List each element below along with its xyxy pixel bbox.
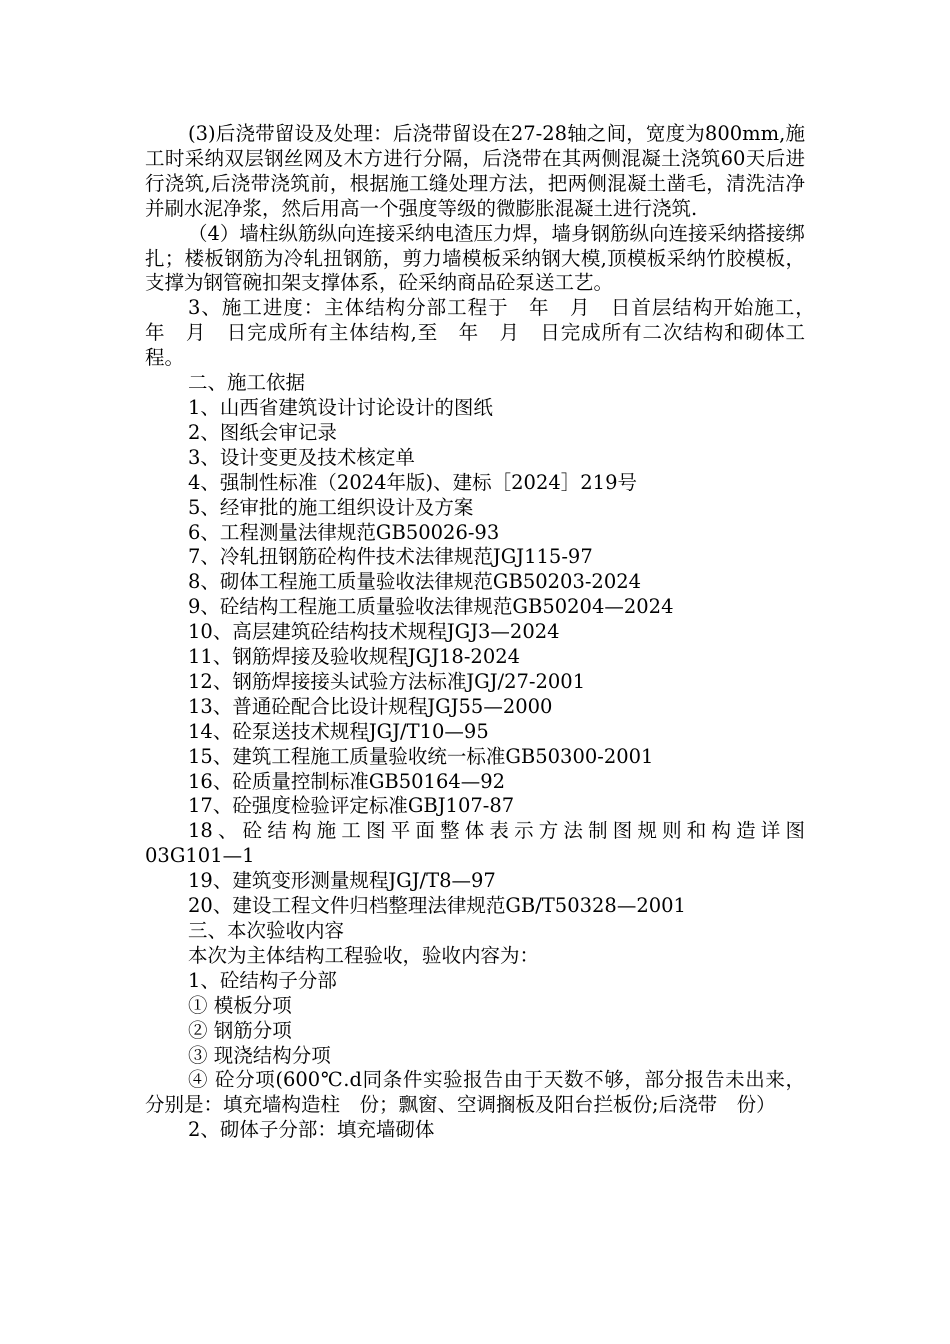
- basis-list: [145, 396, 805, 919]
- list-item-18-line2: 03G101—1: [145, 844, 255, 868]
- list-item: 17、砼强度检验评定标准GBJ107-87: [188, 794, 515, 818]
- list-item: 20、建设工程文件归档整理法律规范GB/T50328—2001: [188, 894, 686, 918]
- list-item: 15、建筑工程施工质量验收统一标准GB50300-2001: [188, 744, 654, 768]
- list-item: 19、建筑变形测量规程JGJ/T8—97: [188, 869, 496, 893]
- list-item: 12、钢筋焊接接头试验方法标准JGJ/27-2001: [188, 669, 586, 693]
- list-item: 7、冷轧扭钢筋砼构件技术法律规范JGJ115-97: [188, 545, 593, 569]
- sub-item-cast-in-place: ③ 现浇结构分项: [188, 1043, 331, 1067]
- section-heading-acceptance: 三、本次验收内容: [188, 919, 345, 942]
- subdivision-concrete: 1、砼结构子分部: [188, 968, 337, 992]
- list-item: 16、砼质量控制标准GB50164—92: [188, 769, 506, 793]
- list-item: 3、设计变更及技术核定单: [188, 445, 415, 469]
- paragraph-schedule: 3、施工进度：主体结构分部工程于 年 月 日首层结构开始施工， 年 月 日完成所有主体结构,至 年 月 日完成所有二次结构和砌体工程。: [145, 296, 825, 370]
- acceptance-intro: 本次为主体结构工程验收，验收内容为：: [188, 943, 540, 967]
- list-item: 14、砼泵送技术规程JGJ/T10—95: [188, 719, 489, 743]
- list-item-18-line1: 18、砼结构施工图平面整体表示方法制图规则和构造详图: [188, 819, 805, 843]
- list-item: 8、砌体工程施工质量验收法律规范GB50203-2024: [188, 570, 642, 594]
- sub-item-formwork: ① 模板分项: [188, 993, 292, 1017]
- sub-item-concrete: ④ 砼分项(600℃.d同条件实验报告由于天数不够，部分报告未出来，分别是：填充墙构造柱 份；飘窗、空调搁板及阳台拦板份;后浇带 份）: [145, 1068, 805, 1117]
- document-page: [145, 122, 825, 1143]
- list-item: 9、砼结构工程施工质量验收法律规范GB50204—2024: [188, 595, 674, 619]
- list-item: 2、图纸会审记录: [188, 420, 337, 444]
- paragraph-post-pour-strip: (3)后浇带留设及处理：后浇带留设在27-28轴之间，宽度为800mm,施工时采纳双层钢丝网及木方进行分隔，后浇带在其两侧混凝土浇筑60天后进行浇筑,后浇带浇筑前，根据施工缝处理方法，把两侧混凝土凿毛，清洗洁净并刷水泥净浆，然后用高一个强度等级的微膨胀混凝土进行浇筑.: [145, 122, 805, 220]
- section-heading-basis: 二、施工依据: [188, 371, 306, 395]
- sub-item-rebar: ② 钢筋分项: [188, 1018, 292, 1042]
- list-item: 13、普通砼配合比设计规程JGJ55—2000: [188, 694, 553, 718]
- list-item: 4、强制性标准（2024年版)、建标［2024］219号: [188, 470, 637, 494]
- list-item: 11、钢筋焊接及验收规程JGJ18-2024: [188, 645, 521, 669]
- subdivision-masonry: 2、砌体子分部：填充墙砌体: [188, 1118, 435, 1142]
- paragraph-rebar-formwork: （4）墙柱纵筋纵向连接采纳电渣压力焊，墙身钢筋纵向连接采纳搭接绑扎；楼板钢筋为冷轧扭钢筋，剪力墙模板采纳钢大模,顶模板采纳竹胶模板，支撑为钢管碗扣架支撑体系，砼采纳商品砼泵送工艺。: [145, 221, 805, 295]
- list-item: 6、工程测量法律规范GB50026-93: [188, 520, 500, 544]
- list-item: 10、高层建筑砼结构技术规程JGJ3—2024: [188, 620, 560, 644]
- list-item: 1、山西省建筑设计讨论设计的图纸: [188, 395, 493, 419]
- list-item: 5、经审批的施工组织设计及方案: [188, 495, 474, 519]
